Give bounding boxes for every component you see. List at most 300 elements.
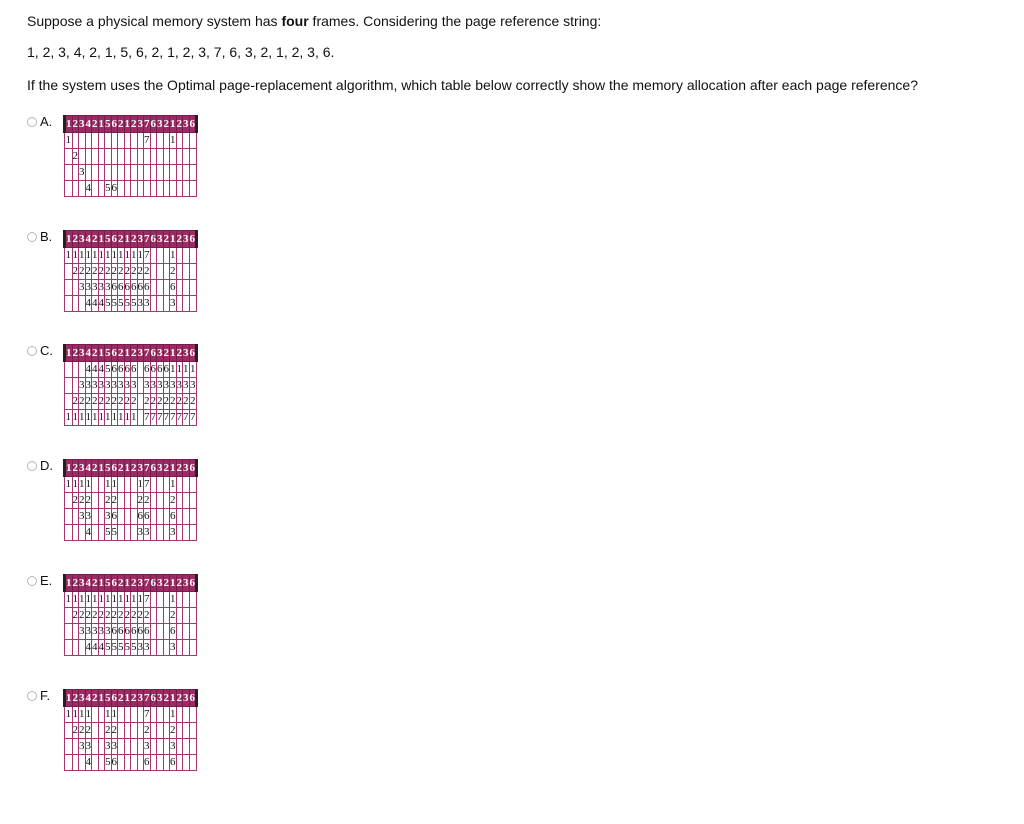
frame-row: [65, 493, 197, 509]
reference-cell: 6: [150, 690, 157, 707]
frame-cell: [189, 264, 197, 280]
frame-cell: 1: [170, 133, 177, 149]
frame-cell: 3: [163, 378, 170, 394]
frame-cell: 1: [72, 248, 79, 264]
frame-cell: 1: [137, 592, 144, 608]
frame-cell: 3: [79, 165, 86, 181]
reference-cell: 2: [118, 345, 125, 362]
frame-cell: 1: [111, 410, 118, 426]
reference-header-row: [65, 575, 197, 592]
reference-cell: 1: [170, 231, 177, 248]
frame-cell: 1: [131, 410, 138, 426]
frame-cell: [65, 525, 73, 541]
frame-row: [65, 362, 197, 378]
frame-cell: 2: [170, 493, 177, 509]
frame-row: [65, 296, 197, 312]
frame-cell: 1: [111, 707, 118, 723]
frame-cell: 4: [85, 362, 92, 378]
frame-cell: 3: [98, 280, 105, 296]
frame-cell: 3: [105, 509, 112, 525]
reference-cell: 6: [189, 116, 197, 133]
frame-cell: [189, 739, 197, 755]
reference-cell: 3: [183, 116, 190, 133]
reference-header-row: [65, 690, 197, 707]
frame-cell: 6: [131, 362, 138, 378]
frame-cell: 3: [189, 378, 197, 394]
reference-cell: 2: [131, 460, 138, 477]
frame-table: [63, 459, 198, 541]
frame-cell: 2: [170, 264, 177, 280]
frame-cell: [189, 707, 197, 723]
frame-cell: 7: [189, 410, 197, 426]
frame-cell: 6: [157, 362, 164, 378]
frame-cell: 1: [65, 133, 73, 149]
frame-cell: [65, 394, 73, 410]
frame-cell: 3: [144, 739, 151, 755]
reference-header-row: [65, 345, 197, 362]
frame-cell: [65, 493, 73, 509]
reference-cell: 2: [72, 231, 79, 248]
frame-cell: 5: [111, 525, 118, 541]
frame-cell: 1: [137, 248, 144, 264]
reference-cell: 1: [98, 345, 105, 362]
frame-cell: 2: [118, 394, 125, 410]
frame-cell: 1: [176, 362, 183, 378]
reference-cell: 2: [176, 690, 183, 707]
frame-cell: [189, 592, 197, 608]
reference-cell: 4: [85, 575, 92, 592]
reference-cell: 3: [183, 345, 190, 362]
frame-cell: 3: [170, 378, 177, 394]
frame-cell: 6: [111, 624, 118, 640]
reference-cell: 3: [157, 231, 164, 248]
frame-cell: 2: [144, 394, 151, 410]
frame-cell: 2: [144, 723, 151, 739]
frame-row: [65, 394, 197, 410]
frame-cell: [65, 149, 73, 165]
frame-cell: 3: [111, 378, 118, 394]
frame-cell: 2: [124, 608, 131, 624]
radio-button[interactable]: [27, 117, 37, 127]
frame-cell: [65, 181, 73, 197]
frame-cell: 2: [72, 149, 79, 165]
frame-cell: 3: [144, 640, 151, 656]
frame-cell: 7: [150, 410, 157, 426]
reference-cell: 2: [163, 575, 170, 592]
frame-cell: 1: [85, 410, 92, 426]
frame-cell: 5: [105, 362, 112, 378]
frame-row: [65, 477, 197, 493]
frame-cell: [189, 493, 197, 509]
frame-row: [65, 133, 197, 149]
radio-button[interactable]: [27, 691, 37, 701]
frame-cell: 2: [118, 264, 125, 280]
frame-cell: 2: [79, 264, 86, 280]
reference-cell: 7: [144, 231, 151, 248]
frame-cell: 1: [118, 592, 125, 608]
frame-cell: 2: [105, 493, 112, 509]
frame-cell: 2: [105, 394, 112, 410]
frame-cell: 6: [163, 362, 170, 378]
frame-cell: 2: [118, 608, 125, 624]
reference-cell: 1: [170, 116, 177, 133]
frame-cell: 2: [85, 264, 92, 280]
frame-cell: 6: [131, 280, 138, 296]
frame-cell: 2: [92, 394, 99, 410]
frame-cell: [65, 509, 73, 525]
frame-cell: 5: [131, 296, 138, 312]
frame-cell: 6: [170, 280, 177, 296]
reference-cell: 1: [170, 575, 177, 592]
reference-cell: 2: [131, 575, 138, 592]
frame-cell: 1: [131, 248, 138, 264]
frame-cell: 1: [65, 410, 73, 426]
reference-cell: 6: [189, 575, 197, 592]
frame-cell: 6: [124, 362, 131, 378]
frame-cell: 1: [72, 592, 79, 608]
radio-button[interactable]: [27, 232, 37, 242]
frame-cell: [65, 640, 73, 656]
radio-button[interactable]: [27, 576, 37, 586]
frame-cell: 2: [131, 264, 138, 280]
reference-cell: 1: [170, 345, 177, 362]
frame-cell: 1: [79, 410, 86, 426]
frame-cell: [189, 608, 197, 624]
frame-cell: 3: [79, 280, 86, 296]
frame-cell: 3: [118, 378, 125, 394]
reference-cell: 2: [72, 460, 79, 477]
frame-cell: 3: [79, 509, 86, 525]
reference-cell: 2: [176, 231, 183, 248]
radio-button[interactable]: [27, 346, 37, 356]
reference-cell: 2: [163, 116, 170, 133]
reference-cell: 2: [163, 231, 170, 248]
frame-cell: 3: [150, 378, 157, 394]
reference-cell: 3: [137, 575, 144, 592]
reference-cell: 2: [92, 690, 99, 707]
reference-cell: 3: [79, 231, 86, 248]
frame-table: [63, 574, 198, 656]
frame-cell: 1: [65, 248, 73, 264]
reference-cell: 2: [72, 345, 79, 362]
reference-cell: 1: [98, 690, 105, 707]
question-prompt: If the system uses the Optimal page-replacement algorithm, which table below correctly show the memory allocation after each page reference?: [27, 77, 918, 93]
reference-cell: 3: [157, 690, 164, 707]
frame-cell: 5: [105, 525, 112, 541]
reference-cell: 1: [98, 460, 105, 477]
reference-cell: 4: [85, 460, 92, 477]
frame-cell: 3: [170, 525, 177, 541]
reference-cell: 1: [124, 231, 131, 248]
reference-cell: 2: [72, 116, 79, 133]
reference-cell: 3: [183, 231, 190, 248]
option-label[interactable]: B.: [40, 229, 53, 244]
frame-cell: 2: [131, 608, 138, 624]
frame-cell: 4: [92, 640, 99, 656]
reference-cell: 3: [157, 460, 164, 477]
frame-cell: 2: [98, 264, 105, 280]
reference-cell: 3: [137, 345, 144, 362]
frame-cell: 7: [176, 410, 183, 426]
frame-cell: 3: [137, 296, 144, 312]
frame-cell: 4: [92, 362, 99, 378]
question-line-1: [27, 13, 601, 29]
frame-cell: [65, 723, 73, 739]
frame-row: [65, 640, 197, 656]
frame-row: [65, 410, 197, 426]
reference-cell: 3: [79, 690, 86, 707]
reference-cell: 5: [105, 460, 112, 477]
reference-string: 1, 2, 3, 4, 2, 1, 5, 6, 2, 1, 2, 3, 7, 6, 3, 2, 1, 2, 3, 6.: [27, 44, 335, 60]
frame-row: [65, 509, 197, 525]
frame-cell: 3: [170, 296, 177, 312]
reference-cell: 3: [183, 690, 190, 707]
frame-cell: 3: [176, 378, 183, 394]
option-label[interactable]: A.: [40, 114, 53, 129]
question-text-end: frames. Considering the page reference string:: [308, 13, 602, 29]
frame-cell: [189, 723, 197, 739]
option-label[interactable]: E.: [40, 573, 53, 588]
frame-cell: 7: [157, 410, 164, 426]
frame-table: [63, 344, 198, 426]
frame-cell: 6: [137, 509, 144, 525]
reference-cell: 2: [92, 116, 99, 133]
frame-cell: [189, 248, 197, 264]
frame-cell: 6: [111, 280, 118, 296]
reference-cell: 3: [137, 231, 144, 248]
frame-cell: 2: [105, 264, 112, 280]
frame-cell: 1: [72, 410, 79, 426]
reference-header-row: [65, 231, 197, 248]
reference-cell: 3: [137, 690, 144, 707]
frame-cell: 1: [105, 477, 112, 493]
frame-row: [65, 592, 197, 608]
frame-cell: 2: [111, 723, 118, 739]
frame-cell: 1: [189, 362, 197, 378]
frame-row: [65, 707, 197, 723]
frame-cell: 3: [79, 378, 86, 394]
reference-header-row: [65, 460, 197, 477]
frame-cell: 5: [131, 640, 138, 656]
frame-cell: [189, 165, 197, 181]
frame-cell: 2: [85, 394, 92, 410]
frame-cell: 1: [105, 707, 112, 723]
reference-cell: 6: [111, 575, 118, 592]
reference-cell: 2: [163, 345, 170, 362]
reference-cell: 3: [137, 116, 144, 133]
frame-cell: 6: [118, 624, 125, 640]
frame-cell: 5: [111, 640, 118, 656]
reference-cell: 3: [157, 345, 164, 362]
frame-cell: 1: [124, 592, 131, 608]
frame-cell: 2: [79, 608, 86, 624]
frame-cell: 2: [111, 264, 118, 280]
reference-cell: 3: [183, 460, 190, 477]
frame-cell: [189, 280, 197, 296]
reference-cell: 1: [65, 345, 73, 362]
reference-cell: 6: [111, 116, 118, 133]
reference-cell: 2: [92, 231, 99, 248]
frame-cell: 3: [137, 525, 144, 541]
frame-cell: 3: [137, 640, 144, 656]
frame-cell: 1: [170, 248, 177, 264]
frame-cell: [189, 525, 197, 541]
frame-cell: 4: [92, 296, 99, 312]
frame-cell: 3: [170, 739, 177, 755]
frame-cell: 4: [85, 525, 92, 541]
reference-cell: 3: [79, 116, 86, 133]
reference-cell: 1: [65, 460, 73, 477]
reference-cell: 1: [65, 690, 73, 707]
radio-button[interactable]: [27, 461, 37, 471]
reference-cell: 2: [176, 116, 183, 133]
frame-row: [65, 739, 197, 755]
reference-cell: 1: [170, 690, 177, 707]
frame-cell: 1: [92, 248, 99, 264]
reference-cell: 2: [72, 690, 79, 707]
frame-cell: 1: [92, 592, 99, 608]
frame-cell: 1: [72, 707, 79, 723]
frame-cell: [189, 755, 197, 771]
reference-cell: 6: [111, 231, 118, 248]
frame-cell: 1: [124, 410, 131, 426]
reference-cell: 6: [150, 460, 157, 477]
frame-cell: 2: [98, 394, 105, 410]
option-label[interactable]: D.: [40, 458, 53, 473]
frame-cell: 6: [118, 362, 125, 378]
frame-cell: 2: [105, 608, 112, 624]
reference-cell: 6: [150, 231, 157, 248]
frame-cell: 7: [144, 592, 151, 608]
frame-row: [65, 248, 197, 264]
reference-cell: 6: [111, 345, 118, 362]
reference-cell: 3: [157, 116, 164, 133]
reference-cell: 1: [170, 460, 177, 477]
reference-cell: 7: [144, 460, 151, 477]
frame-cell: 1: [118, 410, 125, 426]
frame-row: [65, 608, 197, 624]
frame-cell: 1: [79, 477, 86, 493]
frame-cell: 5: [105, 181, 112, 197]
reference-cell: 1: [124, 575, 131, 592]
frame-cell: 6: [111, 362, 118, 378]
frame-cell: 1: [98, 410, 105, 426]
frame-cell: 2: [72, 493, 79, 509]
frame-cell: 1: [85, 592, 92, 608]
frame-cell: 2: [105, 723, 112, 739]
frame-cell: 1: [183, 362, 190, 378]
frame-cell: 7: [144, 477, 151, 493]
reference-cell: 6: [150, 116, 157, 133]
frame-table: [63, 689, 198, 771]
frame-cell: 5: [105, 640, 112, 656]
frame-row: [65, 264, 197, 280]
frame-cell: 2: [183, 394, 190, 410]
reference-cell: 5: [105, 575, 112, 592]
frame-cell: 1: [131, 592, 138, 608]
frame-cell: 6: [124, 280, 131, 296]
frame-cell: 3: [105, 624, 112, 640]
reference-header-row: [65, 116, 197, 133]
frame-cell: 3: [157, 378, 164, 394]
frame-cell: 1: [79, 248, 86, 264]
reference-cell: 2: [118, 460, 125, 477]
frame-cell: 2: [170, 608, 177, 624]
question-text-start: Suppose a physical memory system has: [27, 13, 282, 29]
reference-cell: 1: [124, 460, 131, 477]
frame-cell: 1: [105, 410, 112, 426]
frame-cell: 2: [79, 493, 86, 509]
frame-row: [65, 755, 197, 771]
frame-cell: 6: [144, 280, 151, 296]
reference-cell: 5: [105, 116, 112, 133]
frame-row: [65, 149, 197, 165]
frame-cell: 3: [105, 378, 112, 394]
frame-cell: 6: [170, 755, 177, 771]
frame-cell: 3: [98, 378, 105, 394]
frame-cell: 6: [170, 509, 177, 525]
frame-cell: 1: [65, 477, 73, 493]
reference-cell: 4: [85, 116, 92, 133]
frame-cell: 1: [98, 248, 105, 264]
frame-cell: 3: [111, 739, 118, 755]
frame-cell: 1: [124, 248, 131, 264]
option-label[interactable]: C.: [40, 343, 53, 358]
frame-cell: 1: [111, 477, 118, 493]
frame-cell: 2: [92, 264, 99, 280]
reference-cell: 7: [144, 345, 151, 362]
frame-cell: 3: [131, 378, 138, 394]
reference-cell: 1: [124, 345, 131, 362]
reference-cell: 2: [72, 575, 79, 592]
frame-cell: 4: [85, 755, 92, 771]
frame-cell: 2: [137, 264, 144, 280]
frame-cell: 6: [144, 509, 151, 525]
reference-cell: 2: [176, 575, 183, 592]
frame-cell: 3: [105, 739, 112, 755]
frame-row: [65, 624, 197, 640]
frame-cell: 5: [105, 296, 112, 312]
frame-cell: 7: [170, 410, 177, 426]
frame-cell: 2: [111, 394, 118, 410]
frame-cell: [65, 624, 73, 640]
reference-cell: 6: [189, 690, 197, 707]
reference-cell: 3: [137, 460, 144, 477]
reference-cell: 6: [189, 231, 197, 248]
reference-cell: 2: [92, 460, 99, 477]
frame-cell: [65, 608, 73, 624]
frame-cell: 1: [65, 592, 73, 608]
frame-cell: 3: [124, 378, 131, 394]
frame-cell: 1: [79, 707, 86, 723]
frame-table: [63, 115, 198, 197]
frame-cell: 2: [85, 608, 92, 624]
frame-cell: 1: [118, 248, 125, 264]
frame-cell: 7: [144, 707, 151, 723]
frame-cell: [65, 296, 73, 312]
option-label[interactable]: F.: [40, 688, 51, 703]
frame-cell: 7: [144, 133, 151, 149]
reference-cell: 2: [163, 460, 170, 477]
reference-cell: 2: [118, 116, 125, 133]
reference-cell: 5: [105, 345, 112, 362]
frame-cell: 2: [98, 608, 105, 624]
frame-cell: 2: [144, 264, 151, 280]
frame-cell: [189, 624, 197, 640]
frame-cell: 3: [92, 378, 99, 394]
frame-cell: 1: [85, 477, 92, 493]
reference-cell: 6: [150, 345, 157, 362]
